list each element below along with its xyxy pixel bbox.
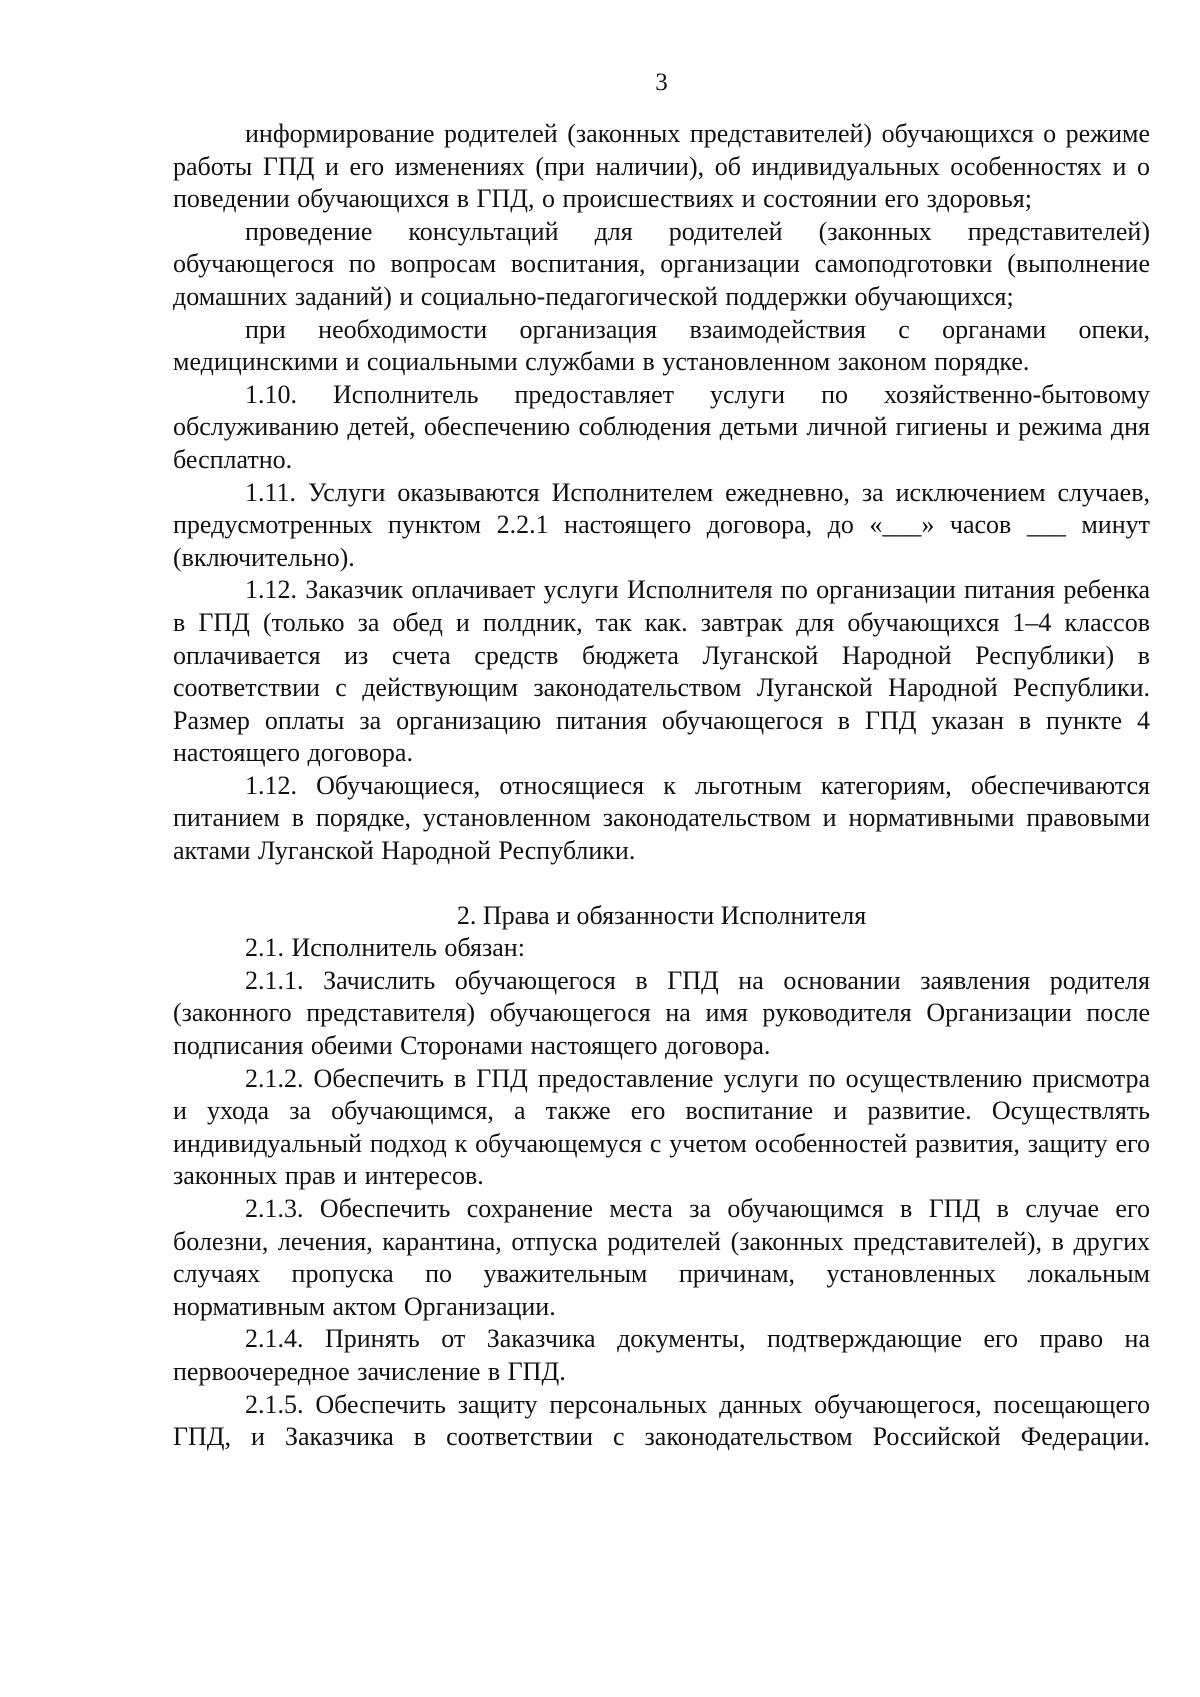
document-page — [173, 68, 1150, 1454]
section-heading: 2. Права и обязанности Исполнителя — [456, 900, 867, 930]
paragraph-informing-parents: информирование родителей (законных представителей) обучающихся о режиме работы ГПД и его изменениях (при наличии), об индивидуальных особенностях и о поведении обучающихся в ГПД, о происшествиях и состоянии его здоровья; — [173, 119, 1150, 214]
paragraph-2-1-1: 2.1.1. Зачислить обучающегося в ГПД на основании заявления родителя (законного представителя) обучающегося на имя руководителя Организации после подписания обеими Сторонами настоящего договора. — [173, 965, 1150, 1061]
paragraph-1-12-payment: 1.12. Заказчик оплачивает услуги Исполнителя по организации питания ребенка в ГПД (только за обед и полдник, так как. завтрак для обучающихся 1–4 классов оплачивается из счета средств бюджета Луганской Народной Республики) в соответствии с действующим законодательством Луганской Народной Республики. Размер оплаты за организацию питания обучающегося в ГПД указан в пункте 4 настоящего договора. — [173, 575, 1150, 768]
paragraph-2-1: 2.1. Исполнитель обязан: — [245, 933, 525, 963]
paragraph-1-11: 1.11. Услуги оказываются Исполнителем ежедневно, за исключением случаев, предусмотренных пунктом 2.2.1 настоящего договора, до «___» часов ___ минут (включительно). — [173, 477, 1150, 572]
paragraph-2-1-5: 2.1.5. Обеспечить защиту персональных данных обучающегося, посещающего ГПД, и Заказчика в соответствии с законодательством Российской Федерации. — [173, 1389, 1150, 1452]
paragraph-2-1-3: 2.1.3. Обеспечить сохранение места за обучающимся в ГПД в случае его болезни, лечения, карантина, отпуска родителей (законных представителей), в других случаях пропуска по уважительным причинам, установленных локальным нормативным актом Организации. — [173, 1194, 1150, 1321]
page-number: 3 — [655, 69, 668, 96]
paragraph-consultations: проведение консультаций для родителей (законных представителей) обучающегося по вопросам воспитания, организации самоподготовки (выполнение домашних заданий) и социально-педагогической поддержки обучающихся; — [173, 216, 1150, 311]
paragraph-1-10: 1.10. Исполнитель предоставляет услуги по хозяйственно-бытовому обслуживанию детей, обеспечению соблюдения детьми личной гигиены и режима дня бесплатно. — [173, 379, 1150, 474]
section-gap — [173, 868, 1150, 900]
paragraph-2-1-2: 2.1.2. Обеспечить в ГПД предоставление услуги по осуществлению присмотра и ухода за обучающимся, а также его воспитание и развитие. Осуществлять индивидуальный подход к обучающемуся с учетом особенностей развития, защиту его законных прав и интересов. — [173, 1063, 1150, 1191]
paragraph-cooperation: при необходимости организация взаимодействия с органами опеки, медицинскими и социальными службами в установленном законом порядке. — [173, 314, 1150, 377]
paragraph-2-1-4: 2.1.4. Принять от Заказчика документы, подтверждающие его право на первоочередное зачисление в ГПД. — [173, 1324, 1150, 1386]
paragraph-1-12-benefits: 1.12. Обучающиеся, относящиеся к льготным категориям, обеспечиваются питанием в порядке, установленном законодательством и нормативными правовыми актами Луганской Народной Республики. — [173, 770, 1150, 866]
